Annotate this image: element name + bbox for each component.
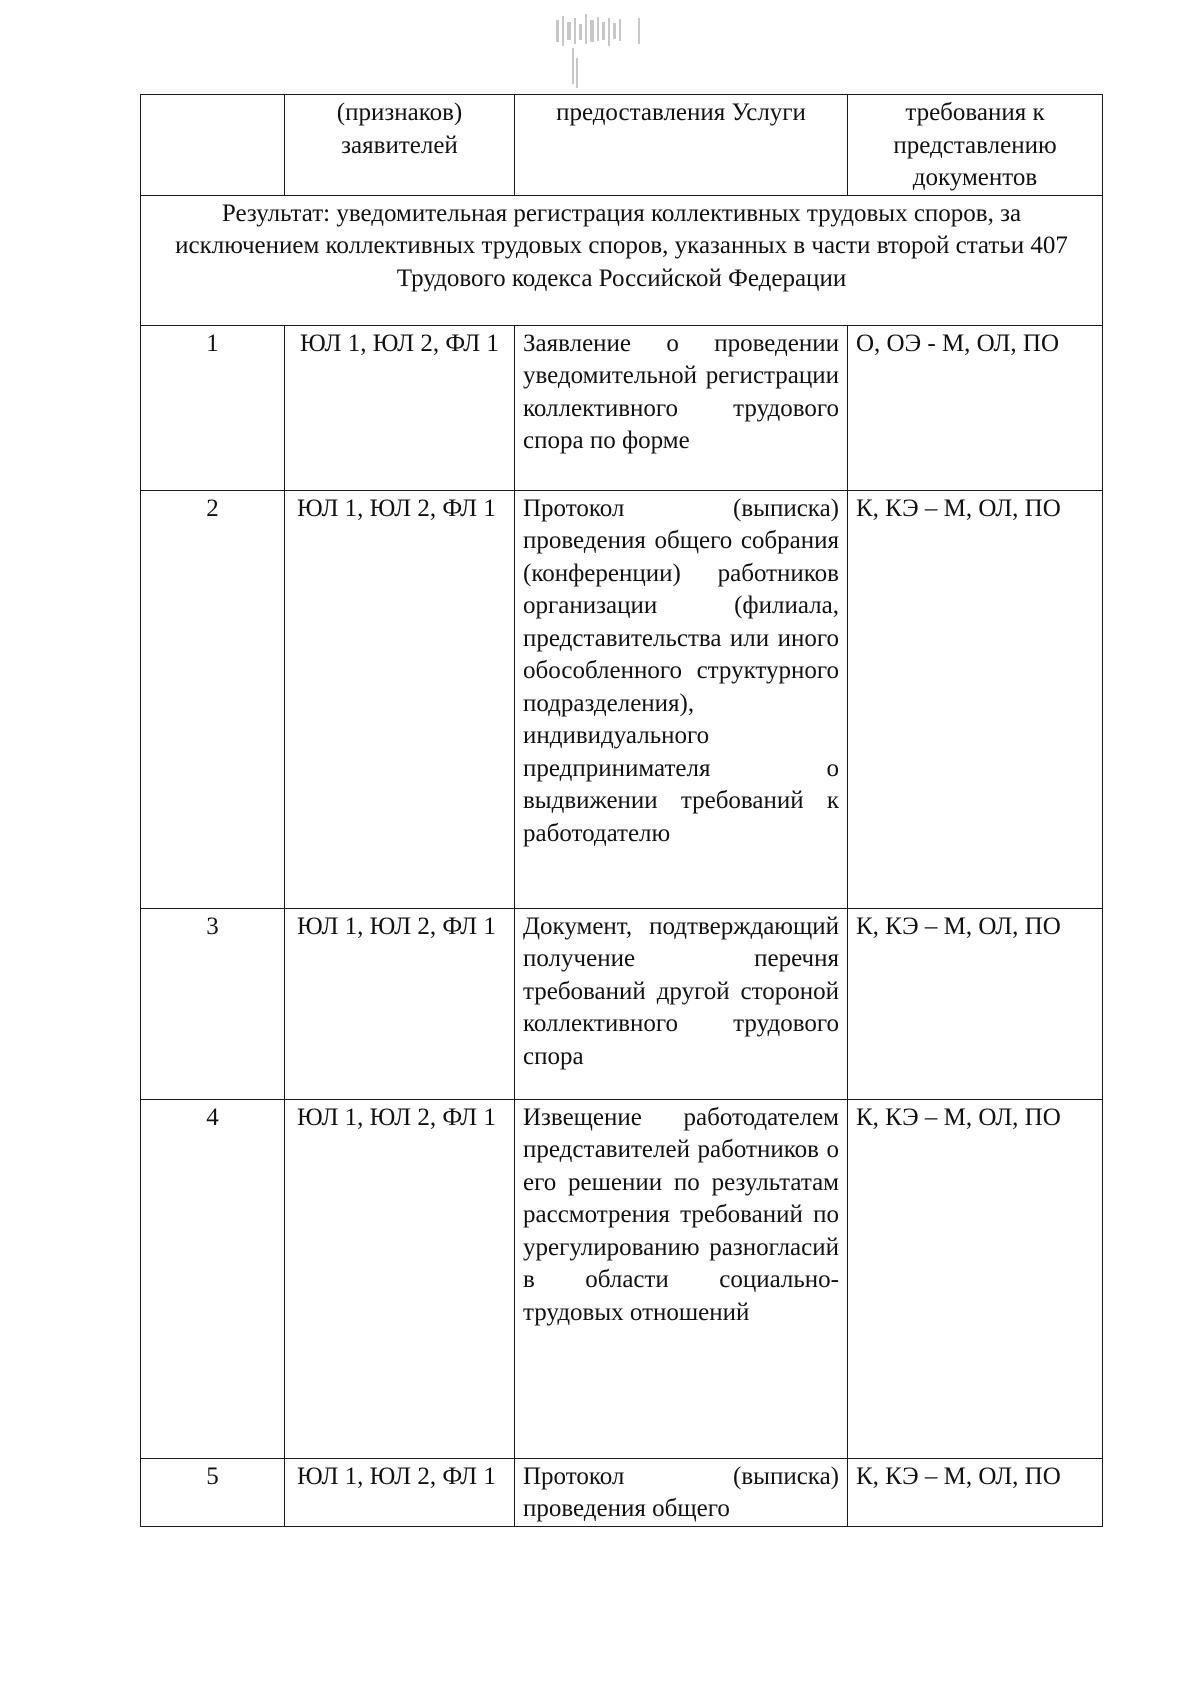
stamp-mark xyxy=(552,8,648,94)
row-number: 3 xyxy=(141,908,285,1099)
row-number: 5 xyxy=(141,1458,285,1526)
header-cell-requirements: требования к представлению документов xyxy=(848,95,1103,196)
table-row xyxy=(141,1458,1103,1526)
row-requirements: К, КЭ – М, ОЛ, ПО xyxy=(848,908,1103,1099)
row-applicants: ЮЛ 1, ЮЛ 2, ФЛ 1 xyxy=(285,1099,515,1458)
row-requirements: К, КЭ – М, ОЛ, ПО xyxy=(848,1458,1103,1526)
row-requirements: К, КЭ – М, ОЛ, ПО xyxy=(848,1099,1103,1458)
table-header-row xyxy=(141,95,1103,196)
row-applicants: ЮЛ 1, ЮЛ 2, ФЛ 1 xyxy=(285,908,515,1099)
row-document: Извещение работодателем представителей работников о его решении по результатам рассмотрения требований по урегулированию разногласий в области социально-трудовых отношений xyxy=(515,1099,848,1458)
table-row xyxy=(141,325,1103,490)
row-applicants: ЮЛ 1, ЮЛ 2, ФЛ 1 xyxy=(285,325,515,490)
row-number: 4 xyxy=(141,1099,285,1458)
row-number: 2 xyxy=(141,490,285,908)
row-document: Протокол (выписка) проведения общего собрания (конференции) работников организации (филиала, представительства или иного обособленного структурного подразделения), индивидуального предпринимателя о выдвижении требований к работодателю xyxy=(515,490,848,908)
row-requirements: К, КЭ – М, ОЛ, ПО xyxy=(848,490,1103,908)
row-applicants: ЮЛ 1, ЮЛ 2, ФЛ 1 xyxy=(285,490,515,908)
result-text: Результат: уведомительная регистрация коллективных трудовых споров, за исключением коллективных трудовых споров, указанных в части второй статьи 407 Трудового кодекса Российской Федерации xyxy=(141,195,1103,325)
result-row xyxy=(141,195,1103,325)
table-row xyxy=(141,490,1103,908)
row-document: Заявление о проведении уведомительной регистрации коллективного трудового спора по форме xyxy=(515,325,848,490)
row-document: Протокол (выписка) проведения общего xyxy=(515,1458,848,1526)
row-document: Документ, подтверждающий получение перечня требований другой стороной коллективного трудового спора xyxy=(515,908,848,1099)
header-cell-applicants: (признаков) заявителей xyxy=(285,95,515,196)
table-row xyxy=(141,908,1103,1099)
documents-table xyxy=(140,94,1103,1527)
table-row xyxy=(141,1099,1103,1458)
header-cell-number xyxy=(141,95,285,196)
row-requirements: О, ОЭ - М, ОЛ, ПО xyxy=(848,325,1103,490)
header-cell-service: предоставления Услуги xyxy=(515,95,848,196)
row-number: 1 xyxy=(141,325,285,490)
row-applicants: ЮЛ 1, ЮЛ 2, ФЛ 1 xyxy=(285,1458,515,1526)
